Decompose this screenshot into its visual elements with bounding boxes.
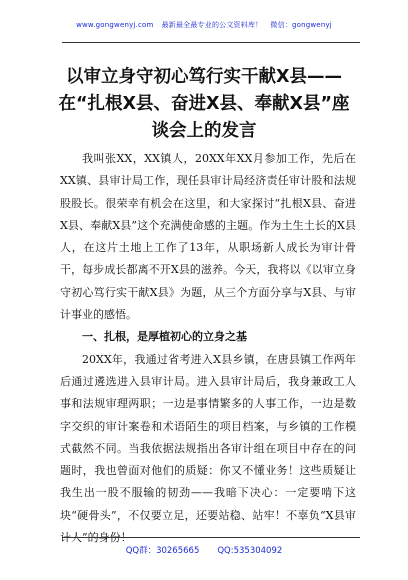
site-link[interactable]: www.gongwenyj.com (76, 21, 154, 29)
footer-divider (62, 537, 360, 538)
intro-paragraph: 我叫张XX，XX镇人，20XX年XX月参加工作，先后在XX镇、县审计局工作，现任县审计局经济责任审计股和法规股股长。很荣幸有机会在这里，和大家探讨“扎根X县、奋进X县、奉献X县”这个充满使命感的主题。作为土生土长的X县人，在这片土地上工作了13年，从职场新人成长为审计骨干，每步成长都离不开X县的滋养。今天，我将以《以审立身守初心笃行实干献X县》为题，从三个方面分享与X县、与审计事业的感悟。 (60, 152, 356, 322)
document-body (60, 148, 356, 549)
document-title: 以审立身守初心笃行实干献X县——在“扎根X县、奋进X县、奉献X县”座谈会上的发言 (58, 67, 350, 141)
footer-qq-group: QQ群：30265665 (125, 546, 200, 556)
header-slogan: 最新最全最专业的公文资料库！ (161, 21, 263, 29)
footer-qq: QQ:535304092 (217, 546, 283, 556)
header-wechat: 微信：gongwenyj (270, 21, 332, 29)
section-heading-1: 一、扎根，是厚植初心的立身之基 (82, 330, 247, 344)
page-header (0, 20, 408, 30)
header-divider (62, 42, 360, 43)
section-1-paragraph: 20XX年，我通过省考进入X县乡镇，在唐县镇工作两年后通过遴选进入县审计局。进入县审计局后，我身兼政工人事和法规审理两职；一边是事情繁多的人事工作，一边是数字交织的审计案卷和术语陌生的项目档案，与乡镇的工作模式截然不同。当我依据法规指出各审计组在项目中存在的问题时，我也曾面对他们的质疑：你又不懂业务！这些质疑让我生出一股不服输的韧劲——我暗下决心：一定要啃下这块“硬骨头”，不仅要立足，还要站稳、站牢！不辜负“X县审计人”的身份！ (60, 352, 356, 545)
page-footer (0, 544, 408, 556)
